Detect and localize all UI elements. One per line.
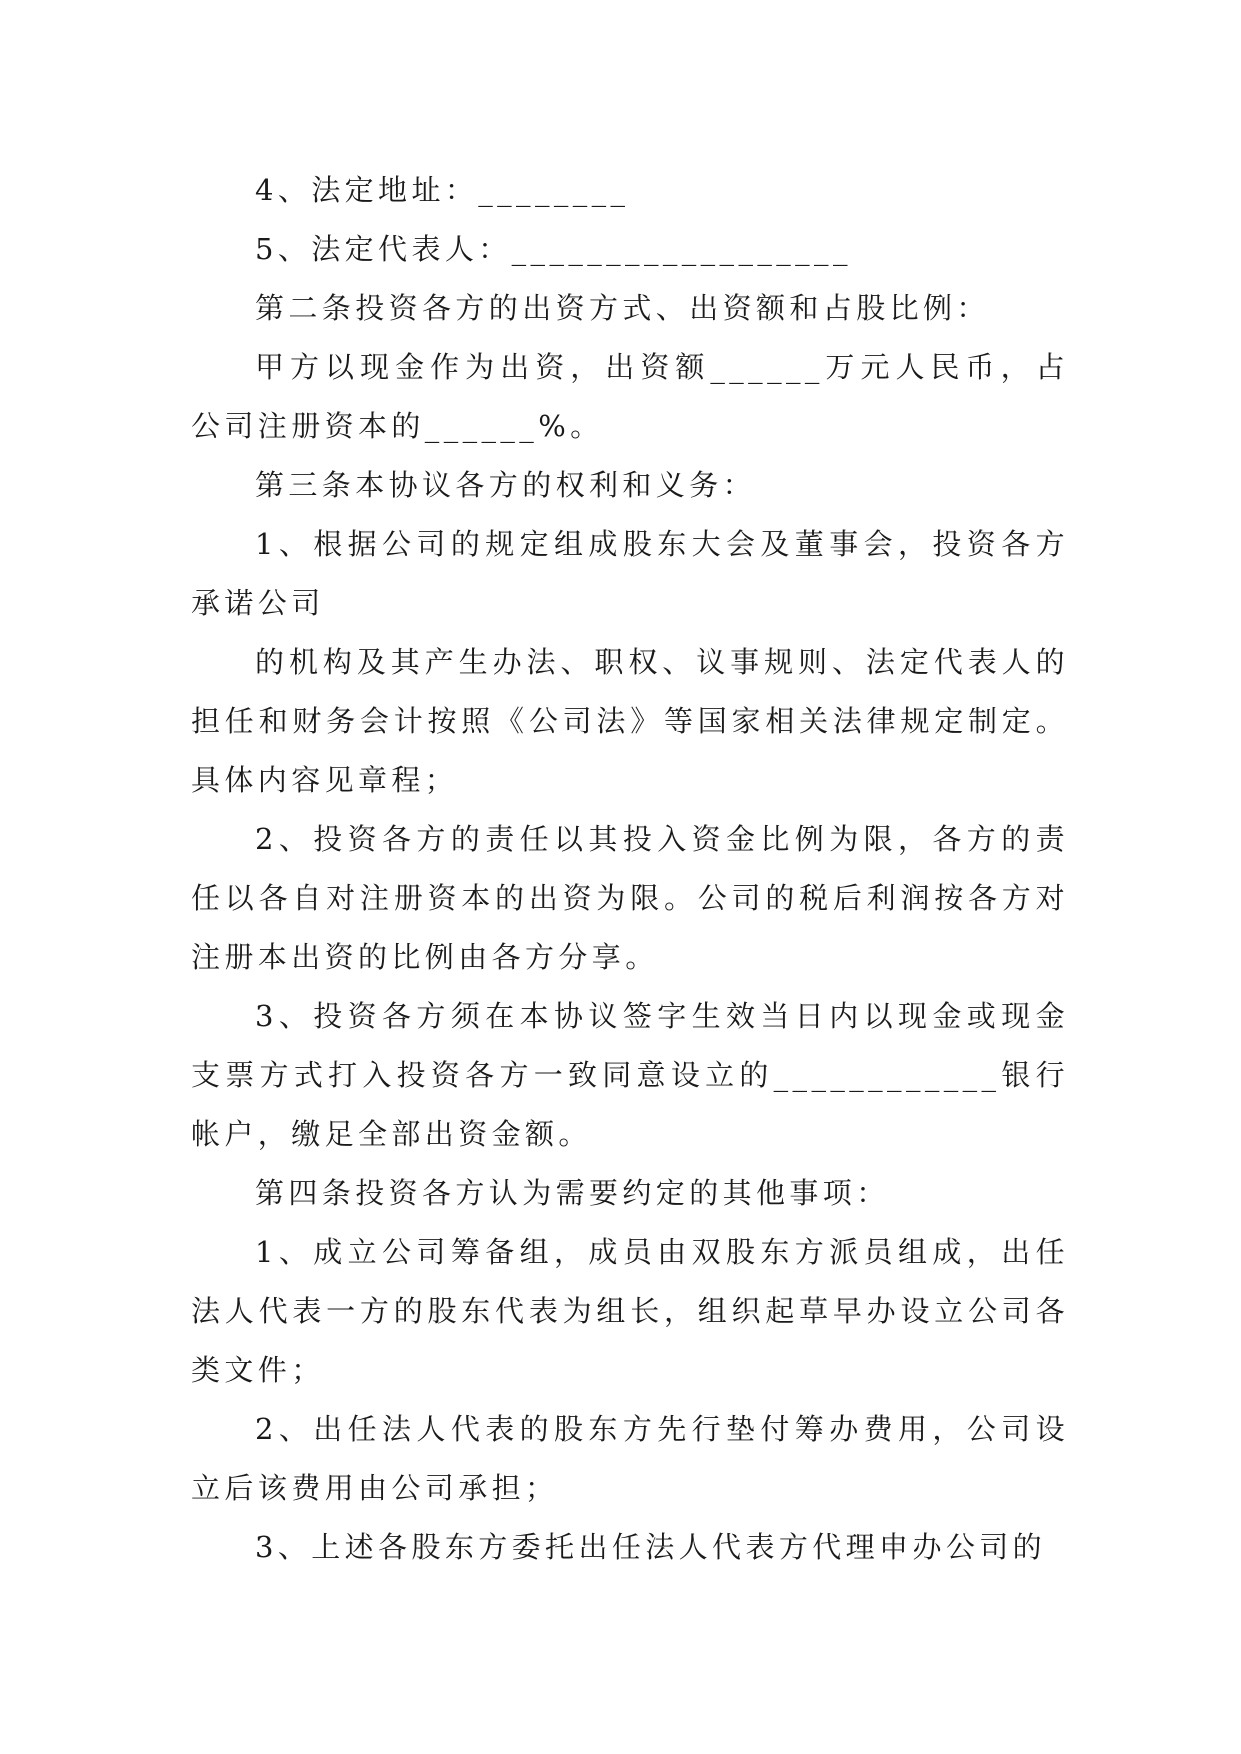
paragraph-legal-representative: 5、法定代表人：__________________ (255, 232, 852, 266)
paragraph-rights-1: 1、根据公司的规定组成股东大会及董事会，投资各方承诺公司 (191, 527, 1069, 620)
paragraph-rights-2: 2、投资各方的责任以其投入资金比例为限，各方的责任以各自对注册资本的出资为限。公司的税后利润按各方对注册本出资的比例由各方分享。 (191, 822, 1069, 974)
paragraph-rights-3: 3、投资各方须在本协议签字生效当日内以现金或现金支票方式打入投资各方一致同意设立的____________银行帐户，缴足全部出资金额。 (191, 999, 1069, 1151)
paragraph-rights-1-continued: 的机构及其产生办法、职权、议事规则、法定代表人的担任和财务会计按照《公司法》等国家相关法律规定制定。具体内容见章程； (191, 645, 1069, 797)
paragraph-other-1: 1、成立公司筹备组，成员由双股东方派员组成，出任法人代表一方的股东代表为组长，组织起草早办设立公司各类文件； (191, 1235, 1069, 1387)
heading-article-3: 第三条本协议各方的权利和义务： (255, 468, 757, 502)
paragraph-other-2: 2、出任法人代表的股东方先行垫付筹办费用，公司设立后该费用由公司承担； (191, 1412, 1069, 1505)
paragraph-other-3: 3、上述各股东方委托出任法人代表方代理申办公司的 (255, 1530, 1047, 1564)
paragraph-capital-contribution: 甲方以现金作为出资，出资额______万元人民币，占公司注册资本的______%。 (191, 350, 1069, 443)
document-body (191, 161, 1069, 1577)
heading-article-4: 第四条投资各方认为需要约定的其他事项： (255, 1176, 890, 1210)
paragraph-legal-address: 4、法定地址：________ (255, 173, 630, 207)
heading-article-2: 第二条投资各方的出资方式、出资额和占股比例： (255, 291, 990, 325)
